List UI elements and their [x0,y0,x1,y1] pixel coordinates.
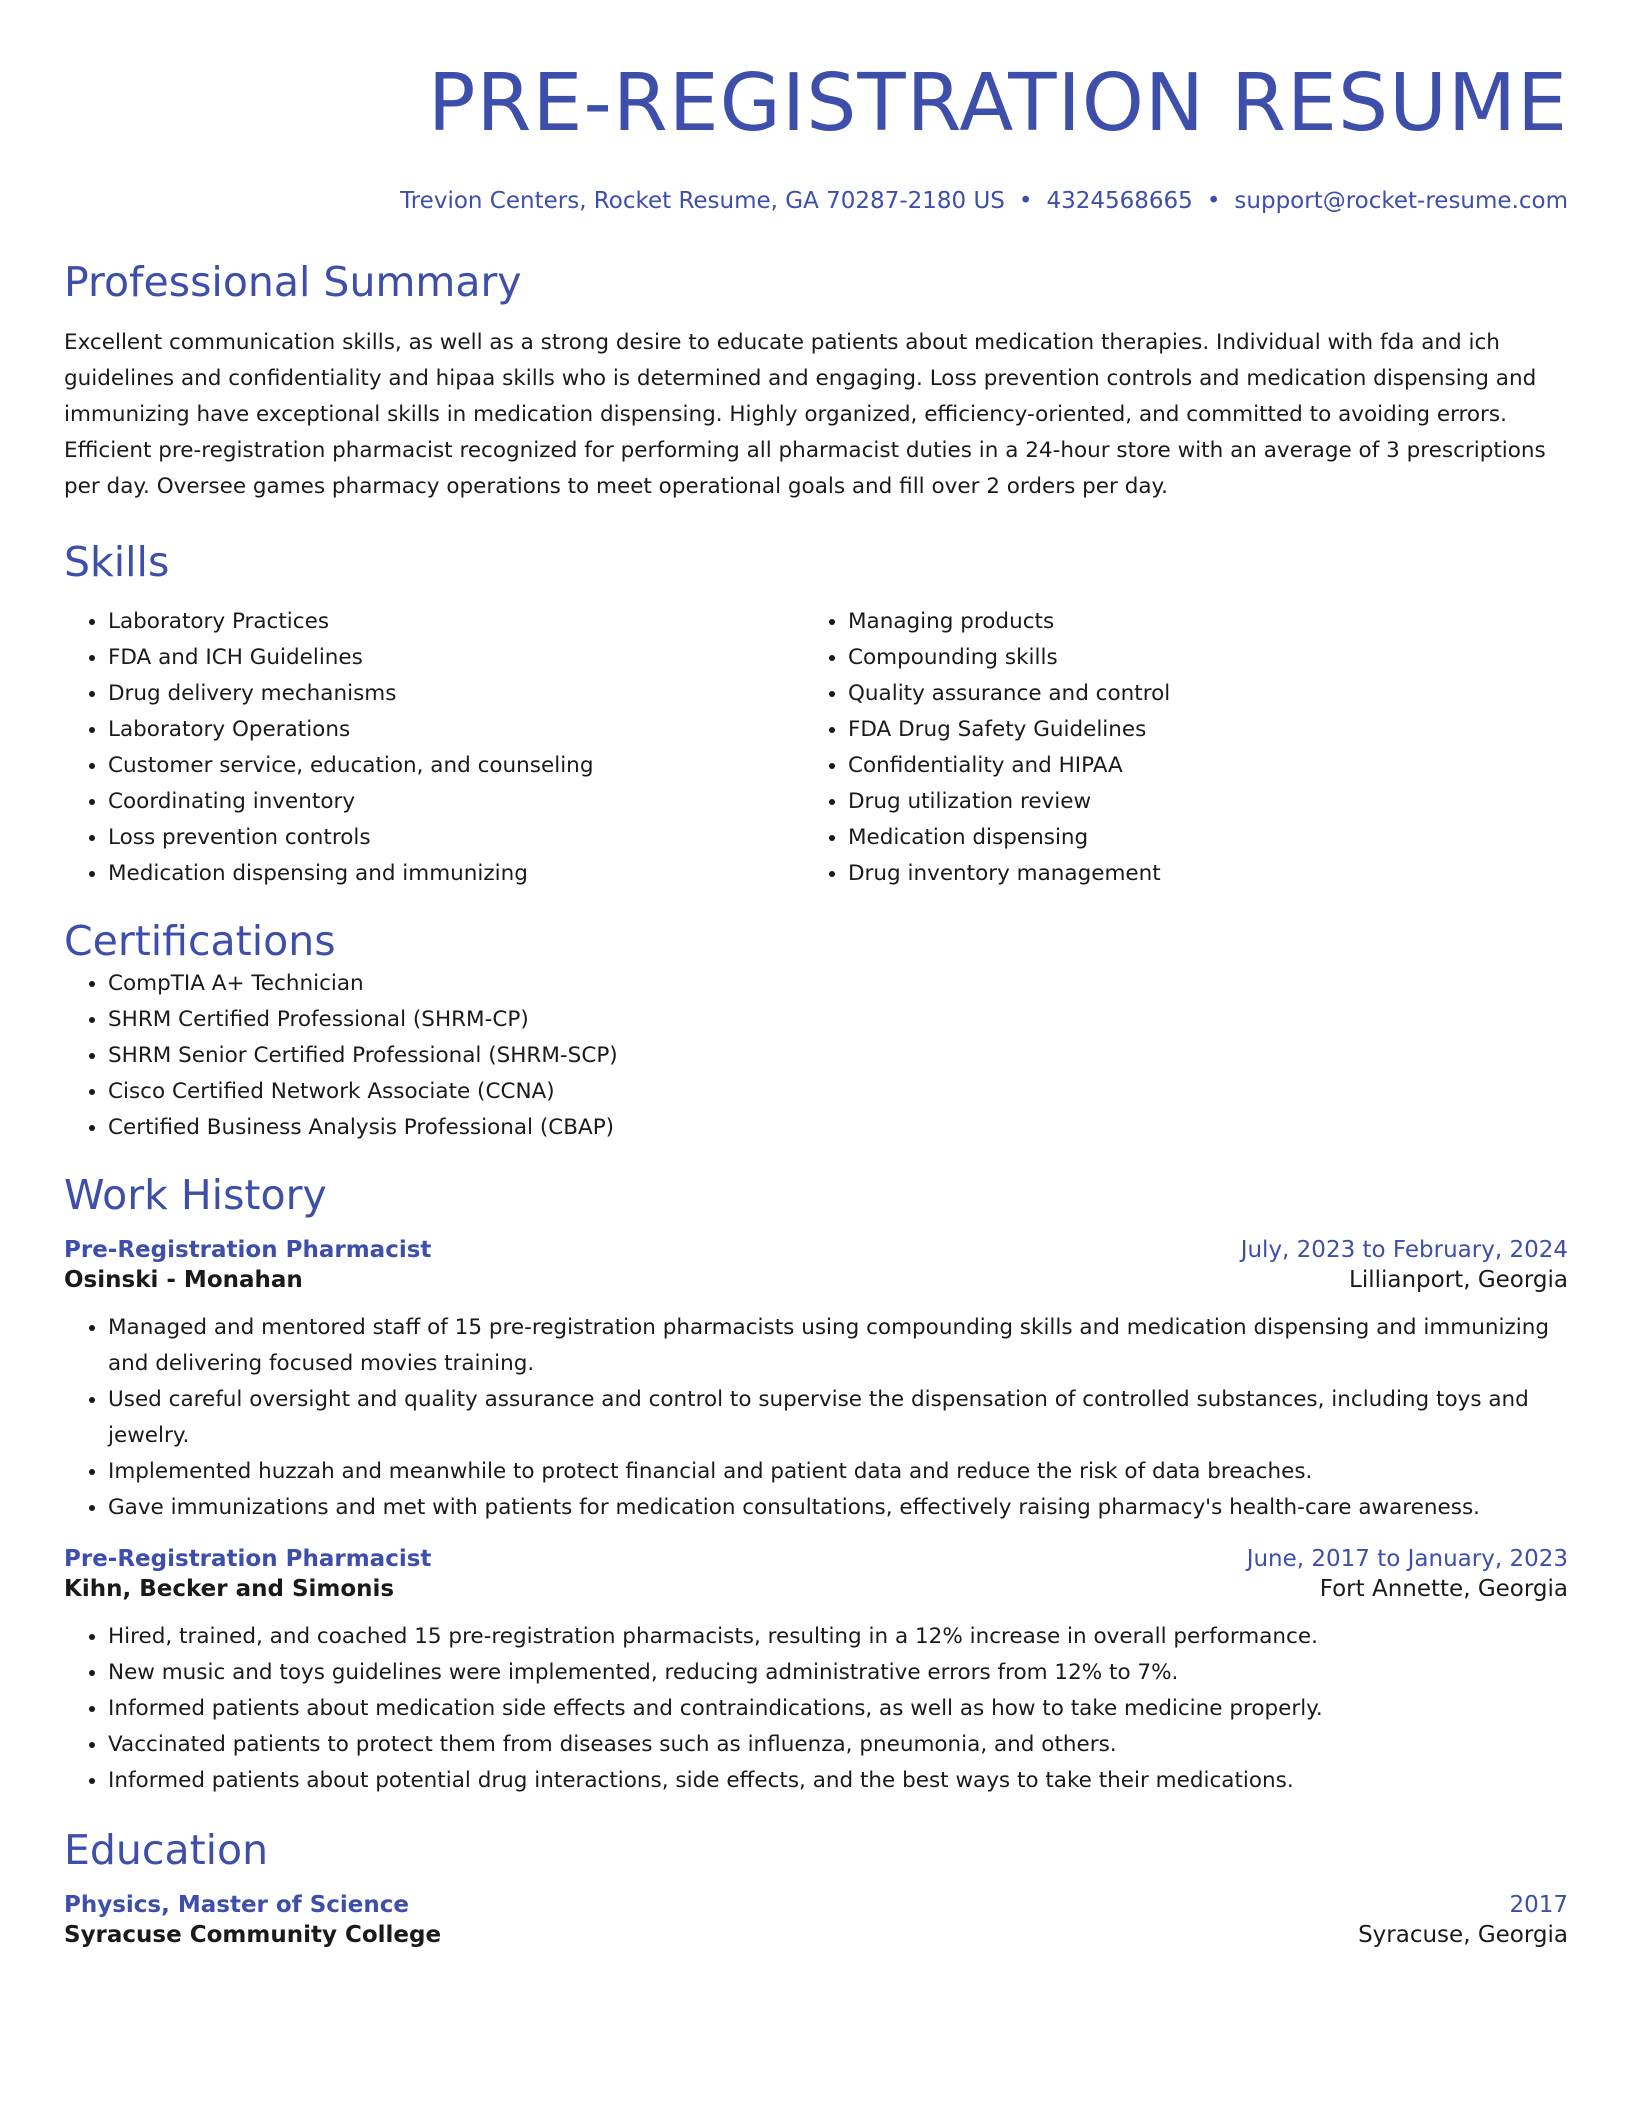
skill-item: • Drug inventory management [848,856,1544,892]
job-title-row [64,1235,1568,1265]
skills-list-left [64,604,804,892]
job-bullets [64,1310,1568,1526]
skill-item: • Coordinating inventory [108,784,804,820]
resume-title: PRE-REGISTRATION RESUME [427,57,1568,149]
skill-item: • Quality assurance and control [848,676,1544,712]
skills-heading: Skills [64,538,170,586]
skills-grid [64,604,1568,892]
summary-text: Excellent communication skills, as well as a strong desire to educate patients about medication therapies. Individual with fda and ich guidelines and confidentiality and hipaa skills who is determined and engaging. Loss prevention controls and medication dispensing and immunizing have exceptional skills in medication dispensing. Highly organized, efficiency-oriented, and committed to avoiding errors. Efficient pre-registration pharmacist recognized for performing all pharmacist duties in a 24-hour store with an average of 3 prescriptions per day. Oversee games pharmacy operations to meet operational goals and fill over 2 orders per day. [64,330,1546,499]
skill-item: • Drug delivery mechanisms [108,676,804,712]
education-school: Syracuse Community College [64,1922,442,1948]
skill-item: • Medication dispensing and immunizing [108,856,804,892]
job-company-row [64,1265,1568,1295]
summary-heading: Professional Summary [64,258,522,306]
certifications-heading: Certifications [64,917,336,965]
skill-item: • Confidentiality and HIPAA [848,748,1544,784]
education-degree-row [64,1890,1568,1920]
education-school-row [64,1920,1568,1950]
job-bullet: • Implemented huzzah and meanwhile to protect financial and patient data and reduce the risk of data breaches. [108,1454,1568,1490]
skills-column-left [64,604,804,892]
work-history-heading: Work History [64,1171,327,1219]
certification-item: • CompTIA A+ Technician [108,966,1568,1002]
job-company: Osinski - Monahan [64,1267,303,1293]
skill-item: • Laboratory Operations [108,712,804,748]
job-bullet: • Informed patients about potential drug interactions, side effects, and the best ways to take their medications. [108,1763,1568,1799]
education-degree: Physics, Master of Science [64,1892,410,1918]
education-heading: Education [64,1826,269,1874]
skill-item: • FDA Drug Safety Guidelines [848,712,1544,748]
job-role: Pre-Registration Pharmacist [64,1546,432,1572]
job-bullets [64,1619,1568,1799]
job-entry [64,1235,1568,1526]
skill-item: • Customer service, education, and counseling [108,748,804,784]
skill-item: • Drug utilization review [848,784,1544,820]
job-location: Fort Annette, Georgia [1319,1576,1568,1602]
job-title-row [64,1544,1568,1574]
certification-item: • SHRM Certified Professional (SHRM-CP) [108,1002,1568,1038]
job-bullet: • Vaccinated patients to protect them from diseases such as influenza, pneumonia, and others. [108,1727,1568,1763]
skill-item: • Loss prevention controls [108,820,804,856]
contact-phone: 4324568665 [1046,188,1193,214]
certification-item: • Certified Business Analysis Professional (CBAP) [108,1110,1568,1146]
skill-item: • Laboratory Practices [108,604,804,640]
education-year: 2017 [1509,1892,1568,1918]
job-location: Lillianport, Georgia [1349,1267,1568,1293]
job-dates: June, 2017 to January, 2023 [1246,1546,1568,1572]
skills-column-right [804,604,1544,892]
education-entry [64,1890,1568,1950]
skill-item: • Medication dispensing [848,820,1544,856]
job-entry [64,1544,1568,1799]
job-company: Kihn, Becker and Simonis [64,1576,395,1602]
skills-list-right [804,604,1544,892]
education-location: Syracuse, Georgia [1358,1922,1568,1948]
contact-separator: • [1206,188,1221,214]
job-dates: July, 2023 to February, 2024 [1240,1237,1568,1263]
job-bullet: • New music and toys guidelines were implemented, reducing administrative errors from 12% to 7%. [108,1655,1568,1691]
resume-header [64,50,1568,216]
contact-separator: • [1018,188,1033,214]
contact-line [64,186,1568,216]
skill-item: • Managing products [848,604,1544,640]
job-bullet: • Informed patients about medication side effects and contraindications, as well as how to take medicine properly. [108,1691,1568,1727]
certifications-list [64,966,1568,1146]
job-company-row [64,1574,1568,1604]
skill-item: • FDA and ICH Guidelines [108,640,804,676]
certification-item: • Cisco Certified Network Associate (CCNA) [108,1074,1568,1110]
job-bullet: • Gave immunizations and met with patients for medication consultations, effectively raising pharmacy's health-care awareness. [108,1490,1568,1526]
job-bullet: • Managed and mentored staff of 15 pre-registration pharmacists using compounding skills and medication dispensing and immunizing and delivering focused movies training. [108,1310,1568,1382]
job-bullet: • Used careful oversight and quality assurance and control to supervise the dispensation of controlled substances, including toys and jewelry. [108,1382,1568,1454]
certification-item: • SHRM Senior Certified Professional (SHRM-SCP) [108,1038,1568,1074]
contact-email: support@rocket-resume.com [1234,188,1568,214]
job-role: Pre-Registration Pharmacist [64,1237,432,1263]
skill-item: • Compounding skills [848,640,1544,676]
job-bullet: • Hired, trained, and coached 15 pre-registration pharmacists, resulting in a 12% increase in overall performance. [108,1619,1568,1655]
contact-address: Trevion Centers, Rocket Resume, GA 70287-2180 US [400,188,1005,214]
